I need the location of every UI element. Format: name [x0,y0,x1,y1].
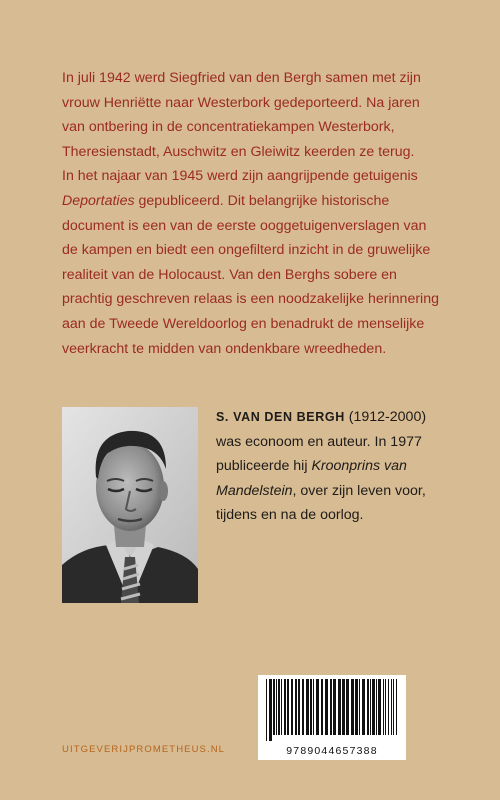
blurb-line [62,193,389,209]
barcode-bar [359,679,360,735]
book-title-italic: Kroonprins van [311,458,407,475]
barcode-bar [342,679,345,735]
blurb-line: aan de Tweede Wereldoorlog en benadrukt de menselijke [62,315,425,332]
isbn-number: 9789044657388 [286,745,378,757]
bio-text: , over zijn leven voor, [292,482,426,499]
blurb-line: document is een van de eerste ooggetuigenverslagen van [62,217,427,234]
barcode-bar [370,679,371,735]
barcode-bar [393,679,394,735]
barcode-bar [325,679,328,735]
blurb-line: In het najaar van 1945 werd zijn aangrijpende getuigenis [62,168,418,185]
barcode-bar [362,679,365,735]
barcode-bar [391,679,392,735]
barcode-bar [302,679,304,735]
barcode-bar [287,679,289,735]
barcode-bar [281,679,282,735]
barcode-bar [278,679,280,735]
barcode-bar [351,679,354,735]
barcode-bar [330,679,332,735]
barcode-bar [346,679,349,735]
author-years: (1912-2000) [344,409,427,425]
barcode-bar [284,679,286,735]
barcode-bar [385,679,386,735]
bio-line-5: tijdens en na de oorlog. [216,507,364,524]
blurb-line: Theresienstadt, Auschwitz en Gleiwitz keerden ze terug. [62,143,415,160]
barcode-bar [396,679,397,735]
bio-line-3 [216,458,407,474]
barcode-bar [295,679,297,735]
blurb-line: prachtig geschreven relaas is een noodzakelijke herinnering [62,291,439,308]
blurb-line-rest: gepubliceerd. Dit belangrijke historische [134,192,390,209]
isbn-barcode [258,675,406,760]
blurb-line: In juli 1942 werd Siegfried van den Bergh samen met zijn [62,70,421,86]
blurb-line: van ontbering in de concentratiekampen Westerbork, [62,119,395,136]
bio-text: publiceerde hij [216,458,312,475]
barcode-bar [376,679,377,735]
barcode-bar [367,679,369,735]
barcode-bar [273,679,275,735]
barcode-bar [372,679,375,735]
publisher-website[interactable]: UITGEVERIJPROMETHEUS.NL [62,744,226,755]
barcode-bar [355,679,358,735]
barcode-bar [269,679,272,741]
book-title-italic: Deportaties [62,192,135,209]
barcode-bar [338,679,341,735]
barcode-bar [313,679,314,735]
blurb-text [62,66,439,361]
bio-line-4 [216,483,426,499]
blurb-line: vrouw Henriëtte naar Westerbork gedeporteerd. Na jaren [62,94,420,111]
barcode-bar [316,679,319,735]
author-bio [216,405,426,528]
barcode-bar [333,679,336,735]
barcode-bar [383,679,384,735]
barcode-bar [321,679,323,735]
barcode-bars [264,679,400,741]
author-photo [62,407,198,603]
blurb-line: realiteit van de Holocaust. Van den Berghs sobere en [62,266,397,283]
barcode-bar [310,679,312,735]
author-name: S. VAN DEN BERGH [216,410,345,424]
barcode-bar [276,679,277,735]
barcode-bar [291,679,293,735]
barcode-bar [298,679,300,735]
book-title-italic: Mandelstein [216,482,293,499]
blurb-line: veerkracht te midden van ondenkbare wreedheden. [62,340,387,357]
barcode-bar [306,679,309,735]
blurb-line: de kampen en biedt een ongefilterd inzicht in de gruwelijke [62,242,431,259]
barcode-bar [378,679,381,735]
bio-line-2: was econoom en auteur. In 1977 [216,433,422,450]
barcode-bar [266,679,267,741]
barcode-bar [388,679,389,735]
bio-line-1 [216,409,426,425]
